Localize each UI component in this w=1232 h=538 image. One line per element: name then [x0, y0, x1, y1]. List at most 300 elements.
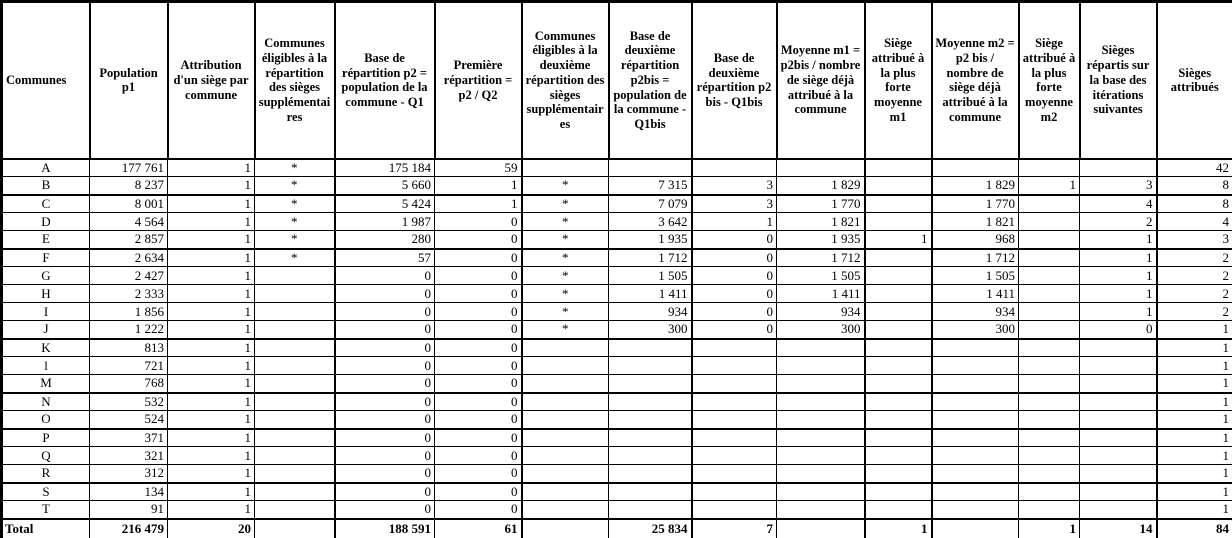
value-cell: 721 [90, 357, 168, 375]
value-cell [692, 375, 777, 393]
value-cell: 1 935 [777, 231, 865, 249]
value-cell: 3 642 [609, 213, 692, 231]
commune-label: P [2, 429, 90, 447]
value-cell: 8 001 [90, 195, 168, 213]
column-header-14: Sièges attribués [1157, 2, 1232, 159]
commune-label: C [2, 195, 90, 213]
value-cell: 3 [692, 177, 777, 195]
value-cell [932, 429, 1019, 447]
value-cell [692, 357, 777, 375]
eligibility-marker [255, 303, 335, 321]
value-cell: 0 [335, 501, 435, 519]
value-cell [609, 375, 692, 393]
value-cell: 1 [435, 195, 522, 213]
value-cell: 2 427 [90, 267, 168, 285]
table-row [2, 177, 1232, 195]
value-cell: 300 [932, 321, 1019, 339]
value-cell: 1 [168, 303, 255, 321]
value-cell: 1 [1157, 483, 1232, 501]
eligibility-marker [255, 321, 335, 339]
column-header-1: Population p1 [90, 2, 168, 159]
value-cell [1019, 447, 1080, 465]
value-cell [609, 357, 692, 375]
value-cell [1080, 447, 1157, 465]
value-cell [777, 501, 865, 519]
value-cell: 8 237 [90, 177, 168, 195]
column-header-3: Communes éligibles à la répartition des sièges supplémentaires [255, 2, 335, 159]
value-cell: 2 [1080, 213, 1157, 231]
value-cell: 371 [90, 429, 168, 447]
value-cell: 8 [1157, 195, 1232, 213]
value-cell [692, 429, 777, 447]
value-cell [865, 267, 932, 285]
value-cell: 1 [865, 231, 932, 249]
column-header-0: Communes [2, 2, 90, 159]
value-cell: 280 [335, 231, 435, 249]
value-cell [777, 393, 865, 411]
column-header-4: Base de répartition p2 = population de la commune - Q1 [335, 2, 435, 159]
value-cell: 7 079 [609, 195, 692, 213]
value-cell [1019, 213, 1080, 231]
value-cell: 2 [1157, 267, 1232, 285]
eligibility-marker [255, 411, 335, 429]
value-cell [692, 483, 777, 501]
table-row [2, 393, 1232, 411]
column-header-7: Base de deuxième répartition p2bis = population de la commune - Q1bis [609, 2, 692, 159]
value-cell: 1 [168, 375, 255, 393]
eligibility-marker [255, 447, 335, 465]
value-cell [865, 321, 932, 339]
value-cell: 1 [1080, 249, 1157, 267]
value-cell [932, 159, 1019, 177]
value-cell [1080, 501, 1157, 519]
value-cell: 7 [692, 519, 777, 538]
value-cell [1019, 195, 1080, 213]
value-cell [1019, 429, 1080, 447]
value-cell: 3 [692, 195, 777, 213]
table-row [2, 411, 1232, 429]
value-cell: 0 [692, 321, 777, 339]
value-cell: 0 [692, 231, 777, 249]
value-cell [1019, 303, 1080, 321]
value-cell: 0 [335, 303, 435, 321]
value-cell: 0 [692, 303, 777, 321]
value-cell: 1 [1080, 303, 1157, 321]
value-cell: 1 [1080, 285, 1157, 303]
value-cell: 0 [335, 321, 435, 339]
value-cell: 1 [168, 177, 255, 195]
value-cell [692, 411, 777, 429]
value-cell: 57 [335, 249, 435, 267]
value-cell: 0 [335, 357, 435, 375]
value-cell [1080, 411, 1157, 429]
table-row [2, 501, 1232, 519]
value-cell [932, 375, 1019, 393]
total-row [2, 519, 1232, 538]
value-cell: 1 [168, 321, 255, 339]
value-cell: 2 857 [90, 231, 168, 249]
value-cell [609, 429, 692, 447]
commune-label: A [2, 159, 90, 177]
value-cell [1080, 375, 1157, 393]
value-cell: 1 [168, 213, 255, 231]
eligibility-marker: * [522, 249, 609, 267]
value-cell [609, 159, 692, 177]
table-row [2, 357, 1232, 375]
value-cell [777, 447, 865, 465]
value-cell: 0 [435, 483, 522, 501]
eligibility-marker [522, 411, 609, 429]
value-cell [865, 483, 932, 501]
eligibility-marker [255, 339, 335, 357]
eligibility-marker [255, 375, 335, 393]
eligibility-marker: * [522, 303, 609, 321]
value-cell: 1 505 [777, 267, 865, 285]
eligibility-marker [255, 267, 335, 285]
value-cell: 0 [435, 447, 522, 465]
eligibility-marker [522, 483, 609, 501]
value-cell: 1 [168, 411, 255, 429]
commune-label: l [2, 357, 90, 375]
commune-label: M [2, 375, 90, 393]
table-row [2, 483, 1232, 501]
value-cell: 1 [168, 195, 255, 213]
value-cell: 5 660 [335, 177, 435, 195]
value-cell: 300 [777, 321, 865, 339]
table-row [2, 267, 1232, 285]
value-cell [865, 429, 932, 447]
table-row [2, 375, 1232, 393]
value-cell: 2 634 [90, 249, 168, 267]
value-cell [865, 177, 932, 195]
value-cell [865, 195, 932, 213]
value-cell: 0 [435, 375, 522, 393]
header-row [2, 2, 1232, 159]
table-row [2, 321, 1232, 339]
eligibility-marker [522, 393, 609, 411]
value-cell [777, 411, 865, 429]
value-cell [865, 159, 932, 177]
value-cell: 0 [435, 267, 522, 285]
value-cell: 1 712 [609, 249, 692, 267]
value-cell: 0 [335, 483, 435, 501]
value-cell: 1 411 [777, 285, 865, 303]
value-cell: 1 505 [609, 267, 692, 285]
value-cell: 0 [435, 339, 522, 357]
value-cell [777, 339, 865, 357]
value-cell: 0 [335, 339, 435, 357]
value-cell: 25 834 [609, 519, 692, 538]
value-cell: 1 [1157, 447, 1232, 465]
table-row [2, 285, 1232, 303]
value-cell: 0 [435, 465, 522, 483]
eligibility-marker [255, 519, 335, 538]
eligibility-marker: * [522, 285, 609, 303]
table-row [2, 195, 1232, 213]
value-cell: 1 [1019, 519, 1080, 538]
value-cell: 1 935 [609, 231, 692, 249]
value-cell [865, 303, 932, 321]
commune-label: F [2, 249, 90, 267]
commune-label: Q [2, 447, 90, 465]
value-cell: 1 [168, 231, 255, 249]
value-cell: 14 [1080, 519, 1157, 538]
value-cell [777, 465, 865, 483]
value-cell: 59 [435, 159, 522, 177]
value-cell: 84 [1157, 519, 1232, 538]
value-cell: 1 [168, 285, 255, 303]
value-cell [1080, 393, 1157, 411]
value-cell [1080, 339, 1157, 357]
value-cell [865, 285, 932, 303]
eligibility-marker: * [255, 195, 335, 213]
value-cell [777, 429, 865, 447]
value-cell: 0 [435, 231, 522, 249]
value-cell [932, 339, 1019, 357]
value-cell: 1 [1157, 339, 1232, 357]
value-cell [865, 375, 932, 393]
value-cell: 4 [1157, 213, 1232, 231]
value-cell: 1 [1157, 411, 1232, 429]
value-cell [692, 159, 777, 177]
value-cell: 1 [168, 483, 255, 501]
value-cell [1019, 393, 1080, 411]
value-cell: 0 [435, 285, 522, 303]
value-cell [1019, 231, 1080, 249]
value-cell: 1 222 [90, 321, 168, 339]
value-cell: 20 [168, 519, 255, 538]
value-cell: 1 [1157, 321, 1232, 339]
value-cell: 0 [335, 465, 435, 483]
value-cell [865, 213, 932, 231]
value-cell: 0 [435, 303, 522, 321]
value-cell [609, 501, 692, 519]
value-cell [609, 339, 692, 357]
eligibility-marker: * [255, 249, 335, 267]
value-cell [1019, 321, 1080, 339]
value-cell: 524 [90, 411, 168, 429]
commune-label: D [2, 213, 90, 231]
value-cell: 0 [335, 429, 435, 447]
column-header-11: Moyenne m2 = p2 bis / nombre de siège déjà attribué à la commune [932, 2, 1019, 159]
value-cell [1019, 501, 1080, 519]
value-cell: 1 [168, 465, 255, 483]
value-cell: 2 [1157, 249, 1232, 267]
table-row [2, 447, 1232, 465]
value-cell: 1 [1157, 429, 1232, 447]
value-cell: 300 [609, 321, 692, 339]
value-cell [692, 501, 777, 519]
table-row [2, 339, 1232, 357]
value-cell: 1 821 [777, 213, 865, 231]
eligibility-marker: * [522, 321, 609, 339]
value-cell [609, 411, 692, 429]
value-cell: 0 [692, 249, 777, 267]
value-cell [609, 483, 692, 501]
value-cell: 0 [335, 285, 435, 303]
value-cell: 1 712 [777, 249, 865, 267]
value-cell: 0 [435, 411, 522, 429]
commune-label: H [2, 285, 90, 303]
value-cell: 1 712 [932, 249, 1019, 267]
value-cell: 5 424 [335, 195, 435, 213]
commune-label: B [2, 177, 90, 195]
commune-label: I [2, 303, 90, 321]
value-cell: 934 [932, 303, 1019, 321]
eligibility-marker [522, 429, 609, 447]
value-cell [1019, 339, 1080, 357]
value-cell: 0 [692, 285, 777, 303]
value-cell [932, 483, 1019, 501]
value-cell: 1 [168, 429, 255, 447]
eligibility-marker [255, 465, 335, 483]
table-row [2, 429, 1232, 447]
value-cell: 3 [1157, 231, 1232, 249]
value-cell: 0 [435, 357, 522, 375]
eligibility-marker: * [522, 213, 609, 231]
value-cell [932, 501, 1019, 519]
value-cell: 1 [1080, 231, 1157, 249]
value-cell: 91 [90, 501, 168, 519]
value-cell [609, 393, 692, 411]
value-cell [865, 501, 932, 519]
value-cell [692, 447, 777, 465]
value-cell: 0 [335, 447, 435, 465]
eligibility-marker [522, 501, 609, 519]
eligibility-marker [255, 483, 335, 501]
eligibility-marker [522, 465, 609, 483]
value-cell: 61 [435, 519, 522, 538]
commune-label: O [2, 411, 90, 429]
eligibility-marker [255, 429, 335, 447]
value-cell: 0 [435, 393, 522, 411]
eligibility-marker: * [522, 195, 609, 213]
value-cell [865, 411, 932, 429]
value-cell: 2 333 [90, 285, 168, 303]
value-cell [1080, 159, 1157, 177]
value-cell [609, 447, 692, 465]
value-cell: 1 [1080, 267, 1157, 285]
value-cell [865, 357, 932, 375]
value-cell: 1 [168, 339, 255, 357]
value-cell [1019, 483, 1080, 501]
column-header-10: Siège attribué à la plus forte moyenne m1 [865, 2, 932, 159]
eligibility-marker: * [522, 231, 609, 249]
value-cell: 1 [1157, 393, 1232, 411]
commune-label: K [2, 339, 90, 357]
value-cell: 134 [90, 483, 168, 501]
value-cell [777, 375, 865, 393]
value-cell: 0 [692, 267, 777, 285]
value-cell [932, 447, 1019, 465]
value-cell: 1 411 [609, 285, 692, 303]
value-cell [777, 483, 865, 501]
value-cell: 1 [168, 357, 255, 375]
value-cell: 42 [1157, 159, 1232, 177]
value-cell: 1 [1157, 465, 1232, 483]
table-row [2, 249, 1232, 267]
value-cell: 1 411 [932, 285, 1019, 303]
value-cell: 177 761 [90, 159, 168, 177]
eligibility-marker [255, 285, 335, 303]
value-cell: 934 [609, 303, 692, 321]
value-cell: 0 [435, 249, 522, 267]
eligibility-marker [522, 339, 609, 357]
eligibility-marker [255, 501, 335, 519]
value-cell: 4 [1080, 195, 1157, 213]
value-cell: 0 [435, 429, 522, 447]
value-cell: 8 [1157, 177, 1232, 195]
column-header-2: Attribution d'un siège par commune [168, 2, 255, 159]
value-cell: 1 [1157, 501, 1232, 519]
eligibility-marker: * [522, 267, 609, 285]
value-cell: 7 315 [609, 177, 692, 195]
value-cell: 532 [90, 393, 168, 411]
value-cell: 1 [168, 393, 255, 411]
value-cell [1080, 429, 1157, 447]
value-cell: 1 821 [932, 213, 1019, 231]
value-cell: 1 [168, 267, 255, 285]
value-cell [1019, 465, 1080, 483]
value-cell: 1 [692, 213, 777, 231]
value-cell [1080, 357, 1157, 375]
column-header-9: Moyenne m1 = p2bis / nombre de siège déjà attribué à la commune [777, 2, 865, 159]
value-cell: 1 829 [932, 177, 1019, 195]
table-row [2, 213, 1232, 231]
commune-label: S [2, 483, 90, 501]
value-cell [1019, 411, 1080, 429]
value-cell: 2 [1157, 303, 1232, 321]
table-row [2, 465, 1232, 483]
value-cell [692, 465, 777, 483]
value-cell [692, 339, 777, 357]
value-cell: 0 [335, 393, 435, 411]
commune-label: E [2, 231, 90, 249]
commune-label: G [2, 267, 90, 285]
value-cell: 175 184 [335, 159, 435, 177]
value-cell: 0 [335, 267, 435, 285]
table-row [2, 231, 1232, 249]
value-cell [1019, 357, 1080, 375]
column-header-12: Siège attribué à la plus forte moyenne m2 [1019, 2, 1080, 159]
value-cell: 1 [1157, 375, 1232, 393]
eligibility-marker [255, 357, 335, 375]
value-cell: 934 [777, 303, 865, 321]
value-cell: 1 [168, 159, 255, 177]
value-cell: 1 505 [932, 267, 1019, 285]
commune-label: R [2, 465, 90, 483]
value-cell [932, 357, 1019, 375]
eligibility-marker [255, 393, 335, 411]
column-header-5: Première répartition = p2 / Q2 [435, 2, 522, 159]
value-cell [1019, 159, 1080, 177]
value-cell: 1 [435, 177, 522, 195]
value-cell: 1 [168, 501, 255, 519]
value-cell: 1 [1157, 357, 1232, 375]
value-cell [865, 339, 932, 357]
value-cell: 768 [90, 375, 168, 393]
value-cell: 4 564 [90, 213, 168, 231]
value-cell [865, 249, 932, 267]
table-row [2, 303, 1232, 321]
value-cell: 321 [90, 447, 168, 465]
column-header-8: Base de deuxième répartition p2 bis - Q1bis [692, 2, 777, 159]
eligibility-marker [522, 159, 609, 177]
value-cell [865, 393, 932, 411]
value-cell [865, 465, 932, 483]
commune-label: N [2, 393, 90, 411]
value-cell: 1 770 [932, 195, 1019, 213]
